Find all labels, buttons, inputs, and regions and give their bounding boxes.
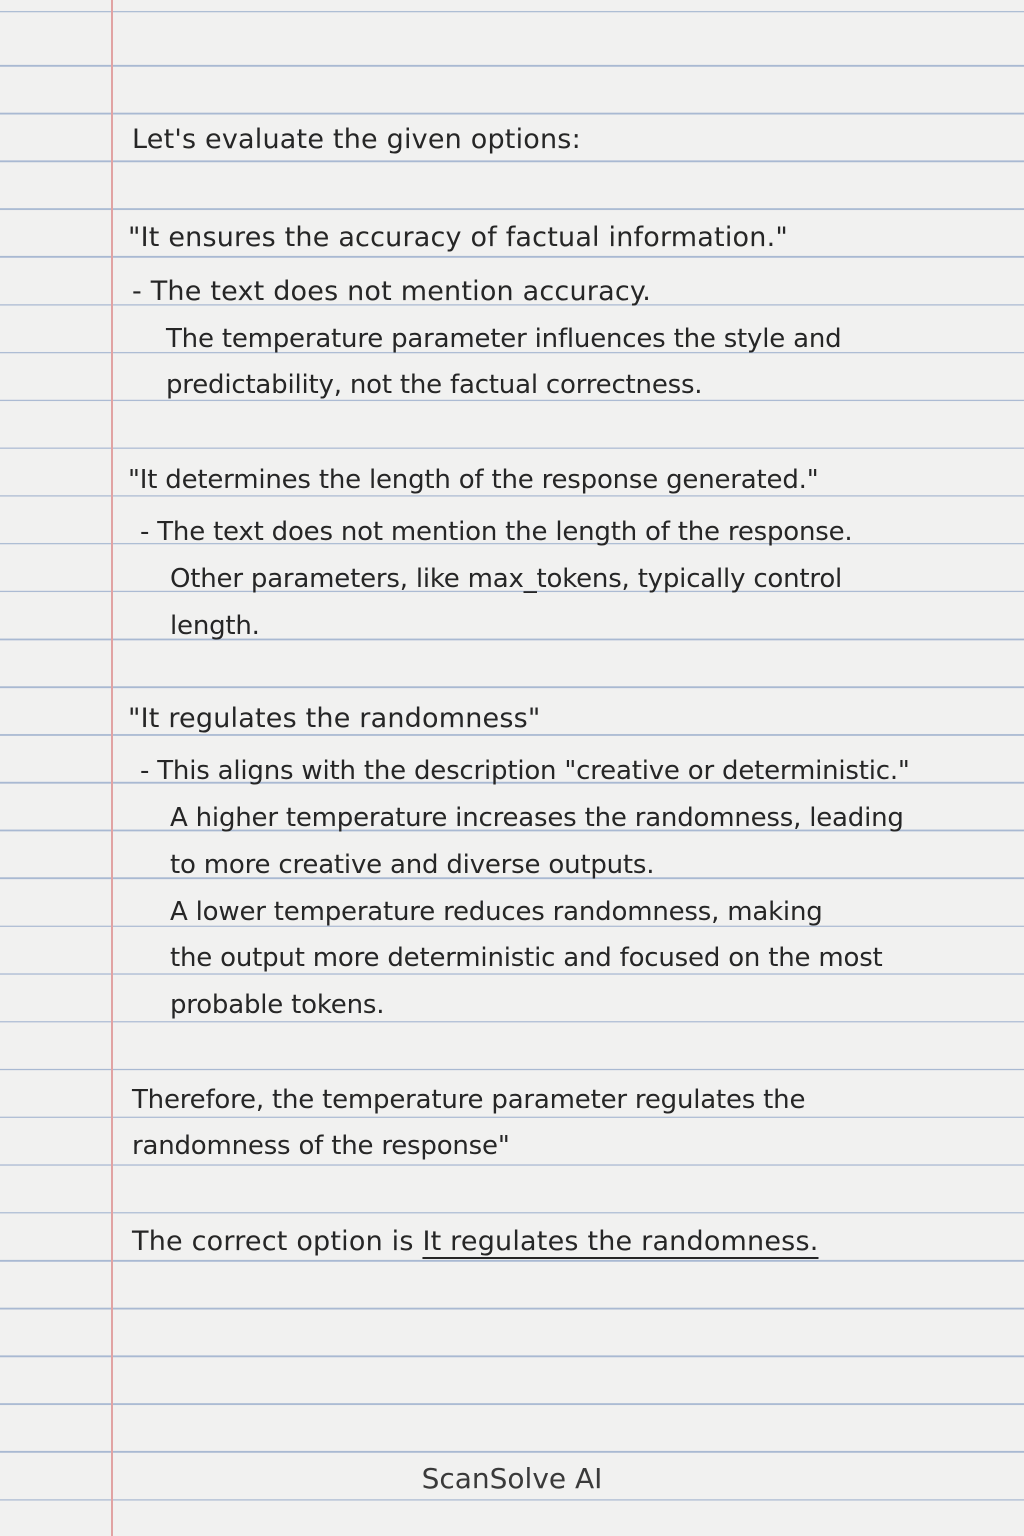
answer-line	[132, 1226, 819, 1257]
option-1-line-2: The temperature parameter influences the style and	[166, 324, 842, 354]
option-1-quote: "It ensures the accuracy of factual information."	[128, 222, 788, 253]
answer-value: It regulates the randomness.	[422, 1226, 819, 1257]
footer-brand: ScanSolve AI	[421, 1462, 603, 1495]
answer-prefix: The correct option is	[132, 1226, 414, 1257]
option-3-line-1: - This aligns with the description "creative or deterministic."	[140, 756, 910, 786]
option-2-line-1: - The text does not mention the length of the response.	[140, 517, 853, 547]
conclusion-line-1: Therefore, the temperature parameter regulates the	[132, 1085, 806, 1115]
margin-line	[111, 0, 113, 1536]
option-3-quote: "It regulates the randomness"	[128, 703, 541, 734]
option-3-line-5: the output more deterministic and focused on the most	[170, 943, 883, 973]
option-3-line-4: A lower temperature reduces randomness, making	[170, 897, 823, 927]
option-1-line-1: - The text does not mention accuracy.	[132, 276, 651, 307]
intro-text: Let's evaluate the given options:	[132, 124, 581, 155]
option-1-line-3: predictability, not the factual correctness.	[166, 370, 703, 400]
option-2-line-3: length.	[170, 611, 260, 641]
conclusion-line-2: randomness of the response"	[132, 1131, 510, 1161]
option-3-line-6: probable tokens.	[170, 990, 385, 1020]
option-3-line-2: A higher temperature increases the randomness, leading	[170, 803, 904, 833]
option-3-line-3: to more creative and diverse outputs.	[170, 850, 655, 880]
option-2-line-2: Other parameters, like max_tokens, typically control	[170, 564, 843, 594]
option-2-quote: "It determines the length of the response generated."	[128, 465, 819, 495]
